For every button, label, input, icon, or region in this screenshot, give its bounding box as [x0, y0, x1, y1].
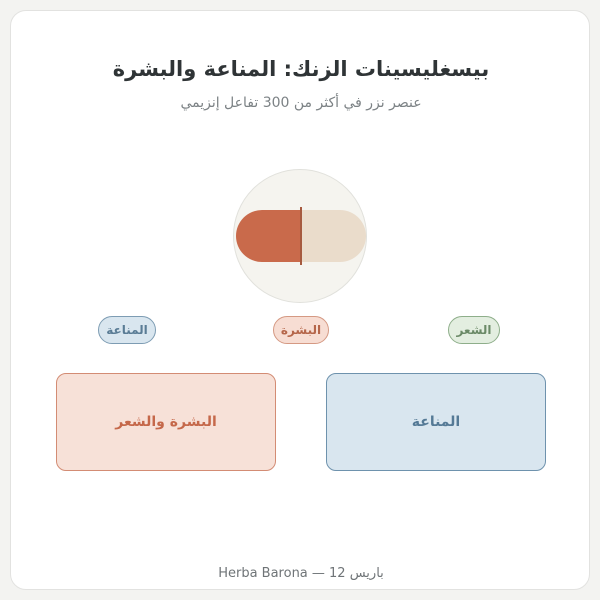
capsule-icon-left-half: [236, 210, 301, 262]
capsule-icon-right-half: [301, 210, 366, 262]
tag-immunity: المناعة: [98, 316, 156, 344]
page-title: بيسغليسينات الزنك: المناعة والبشرة: [112, 57, 490, 81]
box-skin-hair: البشرة والشعر: [56, 373, 276, 471]
tag-hair: الشعر: [448, 316, 500, 344]
capsule-icon-seam: [300, 207, 302, 265]
tag-skin: البشرة: [273, 316, 329, 344]
infographic-card: [10, 10, 590, 590]
footer-credit: Herba Barona — 12 باريس: [218, 566, 384, 581]
page-subtitle: عنصر نزر في أكثر من 300 تفاعل إنزيمي: [180, 95, 422, 111]
box-immunity: المناعة: [326, 373, 546, 471]
